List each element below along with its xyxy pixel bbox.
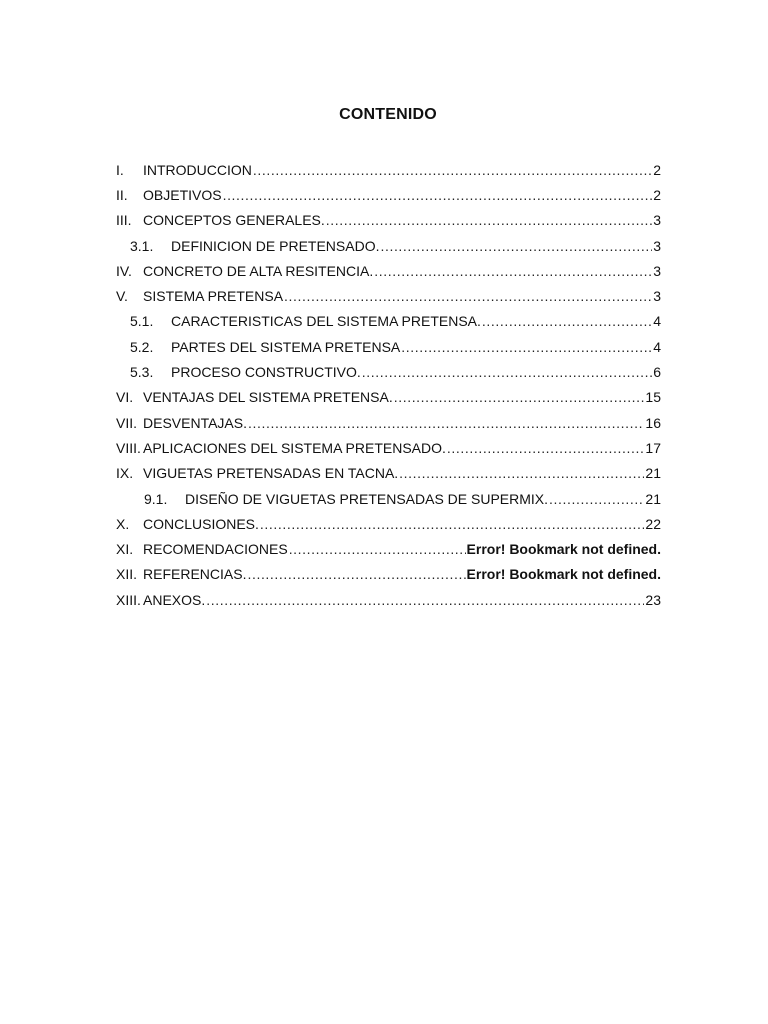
toc-dot-leader xyxy=(253,162,652,178)
toc-entry-number: II. xyxy=(116,186,128,203)
toc-dot-leader xyxy=(374,263,652,279)
toc-dot-leader xyxy=(447,440,645,456)
toc-entry[interactable] xyxy=(116,486,661,511)
toc-entry-label: CONCEPTOS GENERALES. xyxy=(143,212,325,229)
toc-entry-number: XIII. xyxy=(116,591,141,608)
toc-dot-leader xyxy=(399,465,644,481)
page-title: CONTENIDO xyxy=(339,106,437,123)
toc-entry[interactable] xyxy=(116,283,661,308)
toc-entry[interactable] xyxy=(116,536,661,561)
toc-entry-page: 23 xyxy=(645,591,661,608)
toc-entry-label: DEFINICION DE PRETENSADO. xyxy=(171,237,380,254)
toc-entry[interactable] xyxy=(116,157,661,182)
toc-entry-page: 17 xyxy=(645,439,661,456)
toc-entry[interactable] xyxy=(116,309,661,334)
toc-entry-label: REFERENCIAS. xyxy=(143,566,247,583)
toc-entry-label: PROCESO CONSTRUCTIVO. xyxy=(171,364,361,381)
toc-entry-page: 4 xyxy=(653,313,661,330)
toc-dot-leader xyxy=(284,288,652,304)
toc-dot-leader xyxy=(289,541,466,557)
toc-entry-page: 16 xyxy=(645,414,661,431)
toc-entry-label: OBJETIVOS xyxy=(143,186,222,203)
toc-entry-label: PARTES DEL SISTEMA PRETENSA xyxy=(171,338,401,355)
toc-entry-number: 5.2. xyxy=(130,338,154,355)
toc-entry-error: Error! Bookmark not defined. xyxy=(466,541,661,558)
toc-entry[interactable] xyxy=(116,461,661,486)
toc-entry-label: APLICACIONES DEL SISTEMA PRETENSADO. xyxy=(143,439,446,456)
toc-entry-number: 5.1. xyxy=(130,313,154,330)
toc-entry-label: VENTAJAS DEL SISTEMA PRETENSA. xyxy=(143,389,393,406)
toc-entry-label: SISTEMA PRETENSA xyxy=(143,288,284,305)
toc-entry-label: DESVENTAJAS. xyxy=(143,414,247,431)
toc-entry-page: 4 xyxy=(653,338,661,355)
toc-entry-page: 21 xyxy=(645,490,661,507)
toc-entry-number: III. xyxy=(116,212,132,229)
toc-dot-leader xyxy=(247,566,465,582)
toc-dot-leader xyxy=(401,339,652,355)
toc-dot-leader xyxy=(223,187,653,203)
toc-dot-leader xyxy=(394,389,645,405)
toc-entry-page: 15 xyxy=(645,389,661,406)
toc-entry-number: VII. xyxy=(116,414,138,431)
toc-entry-number: 5.3. xyxy=(130,364,154,381)
toc-entry-number: I. xyxy=(116,161,124,178)
toc-entry[interactable] xyxy=(116,511,661,536)
toc-entry-number: IV. xyxy=(116,262,132,279)
toc-entry-label: RECOMENDACIONES xyxy=(143,541,288,558)
toc-entry[interactable] xyxy=(116,334,661,359)
toc-entry-label: ANEXOS. xyxy=(143,591,206,608)
toc-entry-label: CONCRETO DE ALTA RESITENCIA. xyxy=(143,262,374,279)
toc-entry-number: XII. xyxy=(116,566,138,583)
toc-entry-number: X. xyxy=(116,515,130,532)
toc-entry[interactable] xyxy=(116,587,661,612)
toc-entry-number: XI. xyxy=(116,541,134,558)
toc-entry-page: 3 xyxy=(653,288,661,305)
toc-entry-page: 6 xyxy=(653,364,661,381)
toc-entry[interactable] xyxy=(116,208,661,233)
toc-entry[interactable] xyxy=(116,233,661,258)
toc-entry-page: 3 xyxy=(653,262,661,279)
toc-entry-number: VI. xyxy=(116,389,134,406)
toc-entry[interactable] xyxy=(116,385,661,410)
toc-entry-label: INTRODUCCION xyxy=(143,161,252,178)
toc-entry-label: VIGUETAS PRETENSADAS EN TACNA. xyxy=(143,465,399,482)
toc-entry[interactable] xyxy=(116,359,661,384)
toc-entry-label: CARACTERISTICAS DEL SISTEMA PRETENSA. xyxy=(171,313,481,330)
toc-entry-label: CONCLUSIONES. xyxy=(143,515,259,532)
toc-dot-leader xyxy=(549,491,644,507)
toc-entry[interactable] xyxy=(116,182,661,207)
toc-entry-page: 22 xyxy=(645,515,661,532)
toc-entry-page: 2 xyxy=(653,161,661,178)
toc-entry-number: V. xyxy=(116,288,128,305)
table-of-contents xyxy=(116,157,661,612)
toc-entry-number: VIII. xyxy=(116,439,141,456)
toc-entry-page: 3 xyxy=(653,212,661,229)
toc-entry-label: DISEÑO DE VIGUETAS PRETENSADAS DE SUPERMIX. xyxy=(185,490,549,507)
toc-dot-leader xyxy=(260,516,645,532)
toc-dot-leader xyxy=(362,364,652,380)
toc-entry-number: IX. xyxy=(116,465,134,482)
toc-entry-error: Error! Bookmark not defined. xyxy=(466,566,661,583)
toc-entry-page: 21 xyxy=(645,465,661,482)
toc-dot-leader xyxy=(380,238,652,254)
toc-dot-leader xyxy=(482,313,652,329)
toc-entry[interactable] xyxy=(116,410,661,435)
toc-entry[interactable] xyxy=(116,435,661,460)
toc-dot-leader xyxy=(326,212,652,228)
toc-dot-leader xyxy=(206,592,644,608)
toc-dot-leader xyxy=(248,415,644,431)
toc-entry-page: 3 xyxy=(653,237,661,254)
toc-entry-number: 9.1. xyxy=(144,490,168,507)
toc-entry-page: 2 xyxy=(653,186,661,203)
toc-entry[interactable] xyxy=(116,258,661,283)
toc-entry-number: 3.1. xyxy=(130,237,154,254)
toc-entry[interactable] xyxy=(116,562,661,587)
